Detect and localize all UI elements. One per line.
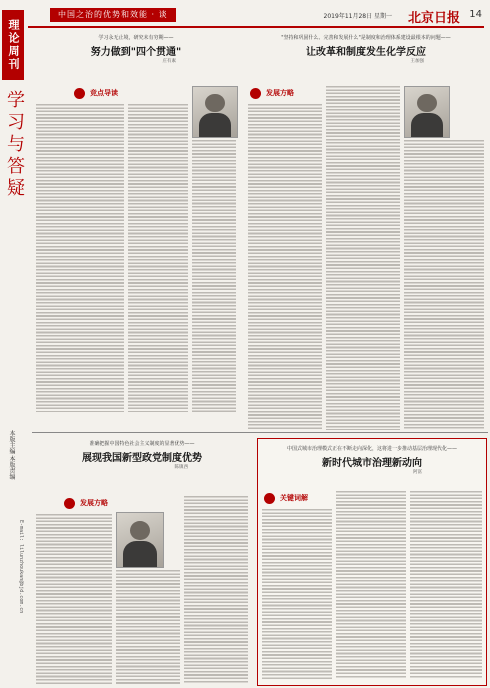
page-number: 14 (469, 9, 482, 20)
article-byline: 王加强 (410, 59, 424, 64)
article-1-text-col-3 (192, 140, 236, 412)
label-text: 发展方略 (80, 499, 108, 507)
article-1-heading (36, 34, 236, 64)
newspaper-brand: 北京日报 (407, 11, 460, 26)
article-2-text-col-1 (248, 104, 322, 430)
article-3-text-col-2 (116, 570, 180, 684)
article-title: 新时代城市治理新动向 (322, 458, 422, 469)
article-4-label (262, 491, 340, 506)
section-title: 中国之治的优势和效能 · 谈 (50, 8, 176, 22)
label-dot-icon (74, 88, 85, 99)
left-column (0, 0, 28, 688)
column-title: 学习与答疑 (4, 90, 25, 200)
label-text: 发展方略 (266, 89, 294, 97)
article-4-text-col-2 (336, 491, 406, 679)
author-photo (192, 86, 238, 138)
label-text: 关键词解 (280, 494, 308, 502)
article-2-text-col-3 (404, 140, 484, 430)
label-dot-icon (250, 88, 261, 99)
article-4-text-col-3 (410, 491, 482, 679)
label-dot-icon (64, 498, 75, 509)
label-text: 竞点导读 (90, 89, 118, 97)
article-4-text-col-1 (262, 509, 332, 679)
article-1-text-col-1 (36, 104, 124, 412)
article-byline: 阿富 (413, 470, 422, 475)
section-divider (32, 432, 488, 433)
article-4-box (257, 438, 487, 686)
article-title: 努力做到"四个贯通" (90, 47, 182, 58)
article-kicker: 中国式城市治理模式正在不断走向深化，这将进一步推动基层治理现代化—— (286, 446, 457, 452)
page-header (28, 8, 484, 28)
article-1-label (72, 86, 150, 101)
article-title: 展现我国新型政党制度优势 (82, 453, 202, 464)
label-dot-icon (264, 493, 275, 504)
author-photo (116, 512, 164, 568)
article-2-heading (248, 34, 484, 64)
article-byline: 陈镇西 (174, 465, 188, 470)
article-title: 让改革和制度发生化学反应 (306, 47, 426, 58)
author-photo (404, 86, 450, 138)
article-2-label (248, 86, 326, 101)
column-tag: 理论周刊 (2, 10, 24, 80)
article-3-text-col-1 (36, 514, 112, 684)
article-3-text-col-3 (184, 496, 248, 684)
article-3-heading (36, 440, 248, 470)
article-kicker: 学习永无止境，研究未有穷期—— (98, 35, 174, 41)
article-4-heading (262, 445, 482, 475)
issue-date: 2019年11月28日 星期一 (323, 13, 392, 20)
article-1-text-col-2 (128, 104, 188, 412)
article-kicker: 准确把握中国特色社会主义制度的显著优势—— (89, 441, 195, 447)
article-byline: 庄有素 (162, 59, 176, 64)
article-kicker: "坚持和巩固什么、完善和发展什么"是制度和治理体系建设最根本的问题—— (281, 35, 451, 41)
article-3-label (62, 496, 140, 511)
editor-note: 本版主编 本版责编 (8, 430, 15, 480)
article-2-text-col-2 (326, 86, 400, 430)
contact-email: E-mail: lilunzhoukan@bjd.com.cn (18, 520, 24, 614)
